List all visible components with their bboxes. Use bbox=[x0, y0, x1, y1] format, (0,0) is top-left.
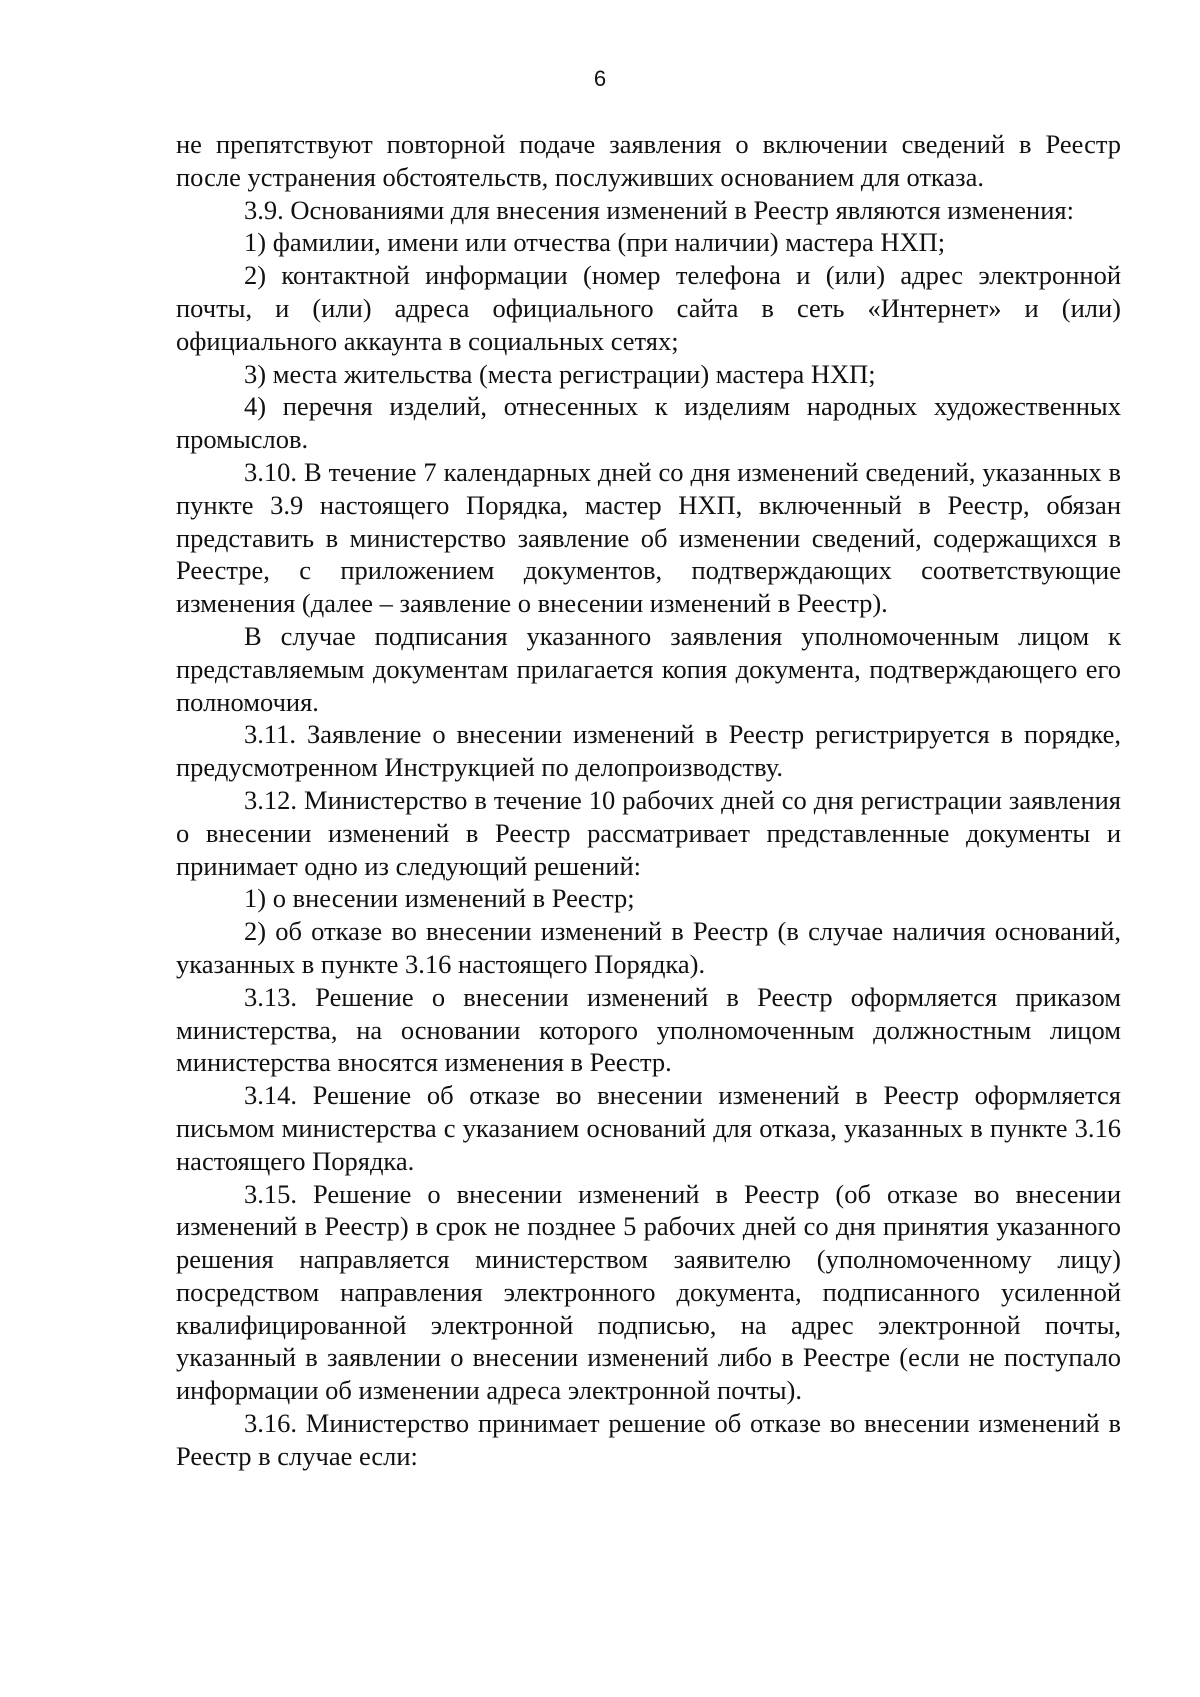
list-item-3-12-2: 2) об отказе во внесении изменений в Реестр (в случае наличия оснований, указанных в пункте 3.16 настоящего Порядка). bbox=[176, 916, 1121, 979]
paragraph-3-13: 3.13. Решение о внесении изменений в Реестр оформляется приказом министерства, на основании которого уполномоченным должностным лицом министерства вносятся изменения в Реестр. bbox=[176, 981, 1121, 1078]
paragraph-3-12: 3.12. Министерство в течение 10 рабочих дней со дня регистрации заявления о внесении изменений в Реестр рассматривает представленные документы и принимает одно из следующий решений: bbox=[176, 784, 1121, 881]
paragraph-continuation: не препятствуют повторной подаче заявления о включении сведений в Реестр после устранения обстоятельств, послуживших основанием для отказа. bbox=[176, 129, 1121, 192]
paragraph-3-10: 3.10. В течение 7 календарных дней со дня изменений сведений, указанных в пункте 3.9 настоящего Порядка, мастер НХП, включенный в Реестр, обязан представить в министерство заявление об изменении сведений, содержащихся в Реестре, с приложением документов, подтверждающих соответствующие изменения (далее – заявление о внесении изменений в Реестр). bbox=[176, 456, 1121, 619]
list-item-3-9-4: 4) перечня изделий, отнесенных к изделиям народных художественных промыслов. bbox=[176, 391, 1121, 455]
paragraph-3-16: 3.16. Министерство принимает решение об отказе во внесении изменений в Реестр в случае если: bbox=[176, 1408, 1121, 1471]
list-item-3-9-3: 3) места жительства (места регистрации) мастера НХП; bbox=[244, 358, 876, 389]
paragraph-3-15: 3.15. Решение о внесении изменений в Реестр (об отказе во внесении изменений в Реестр) в срок не позднее 5 рабочих дней со дня принятия указанного решения направляется министерством заявителю (уполномоченному лицу) посредством направления электронного документа, подписанного усиленной квалифицированной электронной подписью, на адрес электронной почты, указанный в заявлении о внесении изменений либо в Реестре (если не поступало информации об изменении адреса электронной почты). bbox=[176, 1178, 1121, 1406]
paragraph-3-11: 3.11. Заявление о внесении изменений в Реестр регистрируется в порядке, предусмотренном Инструкцией по делопроизводству. bbox=[176, 719, 1121, 783]
list-item-3-9-2: 2) контактной информации (номер телефона и (или) адрес электронной почты, и (или) адреса официального сайта в сеть «Интернет» и (или) официального аккаунта в социальных сетях; bbox=[176, 260, 1121, 356]
paragraph-3-9: 3.9. Основаниями для внесения изменений в Реестр являются изменения: bbox=[244, 194, 1074, 225]
list-item-3-12-1: 1) о внесении изменений в Реестр; bbox=[244, 883, 635, 914]
document-body bbox=[176, 128, 1121, 1473]
paragraph-3-14: 3.14. Решение об отказе во внесении изменений в Реестр оформляется письмом министерства с указанием оснований для отказа, указанных в пункте 3.16 настоящего Порядка. bbox=[176, 1080, 1121, 1176]
page-number: 6 bbox=[593, 66, 607, 91]
paragraph-3-10-signing: В случае подписания указанного заявления уполномоченным лицом к представляемым документам прилагается копия документа, подтверждающего его полномочия. bbox=[176, 620, 1121, 717]
list-item-3-9-1: 1) фамилии, имени или отчества (при наличии) мастера НХП; bbox=[244, 227, 946, 258]
